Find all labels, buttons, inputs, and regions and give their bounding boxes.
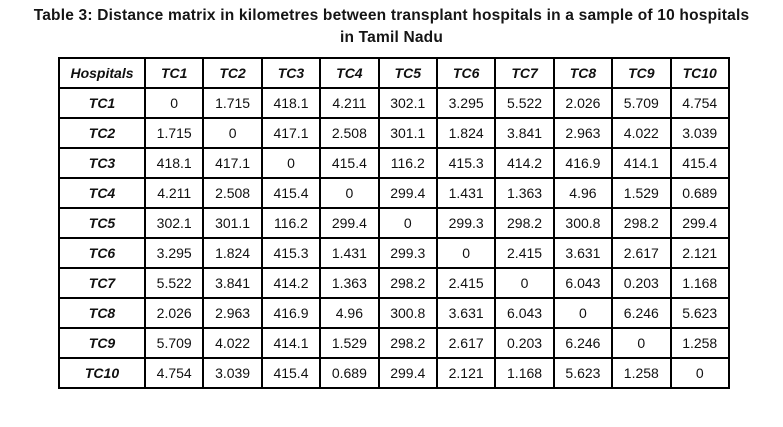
distance-cell: 417.1 (262, 118, 320, 148)
distance-matrix-table (58, 57, 730, 389)
table-row (59, 88, 729, 118)
distance-cell: 1.258 (612, 358, 670, 388)
distance-cell: 1.363 (495, 178, 553, 208)
column-header: TC1 (145, 58, 203, 88)
distance-cell: 300.8 (554, 208, 612, 238)
distance-cell: 418.1 (262, 88, 320, 118)
distance-cell: 302.1 (379, 88, 437, 118)
distance-cell: 299.4 (320, 208, 378, 238)
table-row (59, 268, 729, 298)
distance-cell: 415.4 (262, 178, 320, 208)
distance-cell: 417.1 (203, 148, 261, 178)
table-caption (0, 0, 783, 48)
distance-cell: 299.4 (671, 208, 729, 238)
column-header: TC3 (262, 58, 320, 88)
distance-cell: 1.715 (145, 118, 203, 148)
distance-cell: 299.3 (437, 208, 495, 238)
distance-cell: 2.026 (145, 298, 203, 328)
distance-cell: 415.3 (437, 148, 495, 178)
distance-cell: 0 (320, 178, 378, 208)
distance-cell: 299.4 (379, 358, 437, 388)
distance-cell: 414.1 (262, 328, 320, 358)
distance-cell: 1.529 (612, 178, 670, 208)
table-row (59, 118, 729, 148)
row-label: TC10 (59, 358, 145, 388)
distance-cell: 0 (495, 268, 553, 298)
distance-cell: 2.415 (495, 238, 553, 268)
distance-cell: 300.8 (379, 298, 437, 328)
table-row (59, 148, 729, 178)
distance-cell: 0 (671, 358, 729, 388)
distance-cell: 5.709 (612, 88, 670, 118)
table-row (59, 328, 729, 358)
distance-cell: 3.841 (203, 268, 261, 298)
distance-cell: 1.431 (437, 178, 495, 208)
row-label: TC2 (59, 118, 145, 148)
distance-cell: 5.623 (671, 298, 729, 328)
distance-cell: 0 (262, 148, 320, 178)
row-label: TC9 (59, 328, 145, 358)
column-header: TC6 (437, 58, 495, 88)
column-header: TC10 (671, 58, 729, 88)
distance-cell: 1.431 (320, 238, 378, 268)
distance-cell: 2.121 (437, 358, 495, 388)
distance-cell: 0 (612, 328, 670, 358)
distance-cell: 5.522 (495, 88, 553, 118)
distance-cell: 1.168 (671, 268, 729, 298)
distance-cell: 0 (203, 118, 261, 148)
distance-cell: 418.1 (145, 148, 203, 178)
distance-cell: 3.841 (495, 118, 553, 148)
table-header (59, 58, 729, 88)
table-caption-line2: in Tamil Nadu (339, 28, 444, 46)
distance-cell: 5.522 (145, 268, 203, 298)
distance-cell: 2.121 (671, 238, 729, 268)
header-row (59, 58, 729, 88)
distance-cell: 301.1 (379, 118, 437, 148)
distance-cell: 0 (379, 208, 437, 238)
distance-cell: 4.022 (612, 118, 670, 148)
distance-cell: 3.295 (145, 238, 203, 268)
distance-cell: 1.529 (320, 328, 378, 358)
row-label: TC4 (59, 178, 145, 208)
distance-cell: 1.715 (203, 88, 261, 118)
distance-cell: 299.4 (379, 178, 437, 208)
distance-cell: 4.754 (145, 358, 203, 388)
row-label: TC7 (59, 268, 145, 298)
distance-cell: 2.963 (554, 118, 612, 148)
distance-cell: 4.754 (671, 88, 729, 118)
distance-cell: 3.039 (671, 118, 729, 148)
distance-cell: 2.617 (612, 238, 670, 268)
distance-cell: 0 (554, 298, 612, 328)
distance-cell: 1.824 (203, 238, 261, 268)
distance-cell: 415.4 (320, 148, 378, 178)
distance-cell: 0 (437, 238, 495, 268)
table-row (59, 238, 729, 268)
distance-cell: 299.3 (379, 238, 437, 268)
distance-cell: 4.211 (320, 88, 378, 118)
distance-cell: 298.2 (495, 208, 553, 238)
row-label: TC3 (59, 148, 145, 178)
distance-cell: 2.415 (437, 268, 495, 298)
column-header: TC5 (379, 58, 437, 88)
distance-cell: 1.258 (671, 328, 729, 358)
table-row (59, 358, 729, 388)
distance-cell: 1.363 (320, 268, 378, 298)
distance-cell: 6.246 (554, 328, 612, 358)
distance-cell: 414.2 (262, 268, 320, 298)
distance-cell: 415.4 (262, 358, 320, 388)
distance-cell: 415.4 (671, 148, 729, 178)
table-caption-line1: Table 3: Distance matrix in kilometres between transplant hospitals in a sample of 10 hospitals (33, 7, 750, 24)
distance-cell: 415.3 (262, 238, 320, 268)
distance-cell: 2.617 (437, 328, 495, 358)
distance-cell: 0.203 (612, 268, 670, 298)
row-label: TC1 (59, 88, 145, 118)
column-header: Hospitals (59, 58, 145, 88)
distance-cell: 3.039 (203, 358, 261, 388)
distance-cell: 298.2 (612, 208, 670, 238)
distance-cell: 1.168 (495, 358, 553, 388)
row-label: TC5 (59, 208, 145, 238)
distance-cell: 116.2 (379, 148, 437, 178)
distance-cell: 301.1 (203, 208, 261, 238)
column-header: TC2 (203, 58, 261, 88)
distance-cell: 116.2 (262, 208, 320, 238)
column-header: TC8 (554, 58, 612, 88)
distance-cell: 3.295 (437, 88, 495, 118)
distance-cell: 0.203 (495, 328, 553, 358)
distance-cell: 414.2 (495, 148, 553, 178)
distance-cell: 4.96 (554, 178, 612, 208)
table-row (59, 208, 729, 238)
distance-cell: 0.689 (671, 178, 729, 208)
column-header: TC7 (495, 58, 553, 88)
distance-cell: 1.824 (437, 118, 495, 148)
distance-cell: 4.022 (203, 328, 261, 358)
row-label: TC6 (59, 238, 145, 268)
distance-cell: 3.631 (437, 298, 495, 328)
distance-cell: 298.2 (379, 268, 437, 298)
distance-cell: 0.689 (320, 358, 378, 388)
distance-cell: 414.1 (612, 148, 670, 178)
distance-cell: 2.963 (203, 298, 261, 328)
column-header: TC9 (612, 58, 670, 88)
distance-cell: 416.9 (554, 148, 612, 178)
table-body (59, 88, 729, 388)
distance-cell: 0 (145, 88, 203, 118)
distance-cell: 6.246 (612, 298, 670, 328)
distance-cell: 6.043 (554, 268, 612, 298)
distance-cell: 4.211 (145, 178, 203, 208)
distance-cell: 2.026 (554, 88, 612, 118)
distance-cell: 2.508 (320, 118, 378, 148)
table-row (59, 178, 729, 208)
distance-cell: 302.1 (145, 208, 203, 238)
distance-cell: 416.9 (262, 298, 320, 328)
table-row (59, 298, 729, 328)
distance-cell: 6.043 (495, 298, 553, 328)
distance-cell: 4.96 (320, 298, 378, 328)
column-header: TC4 (320, 58, 378, 88)
distance-cell: 3.631 (554, 238, 612, 268)
distance-cell: 298.2 (379, 328, 437, 358)
distance-cell: 5.623 (554, 358, 612, 388)
distance-cell: 2.508 (203, 178, 261, 208)
distance-cell: 5.709 (145, 328, 203, 358)
row-label: TC8 (59, 298, 145, 328)
